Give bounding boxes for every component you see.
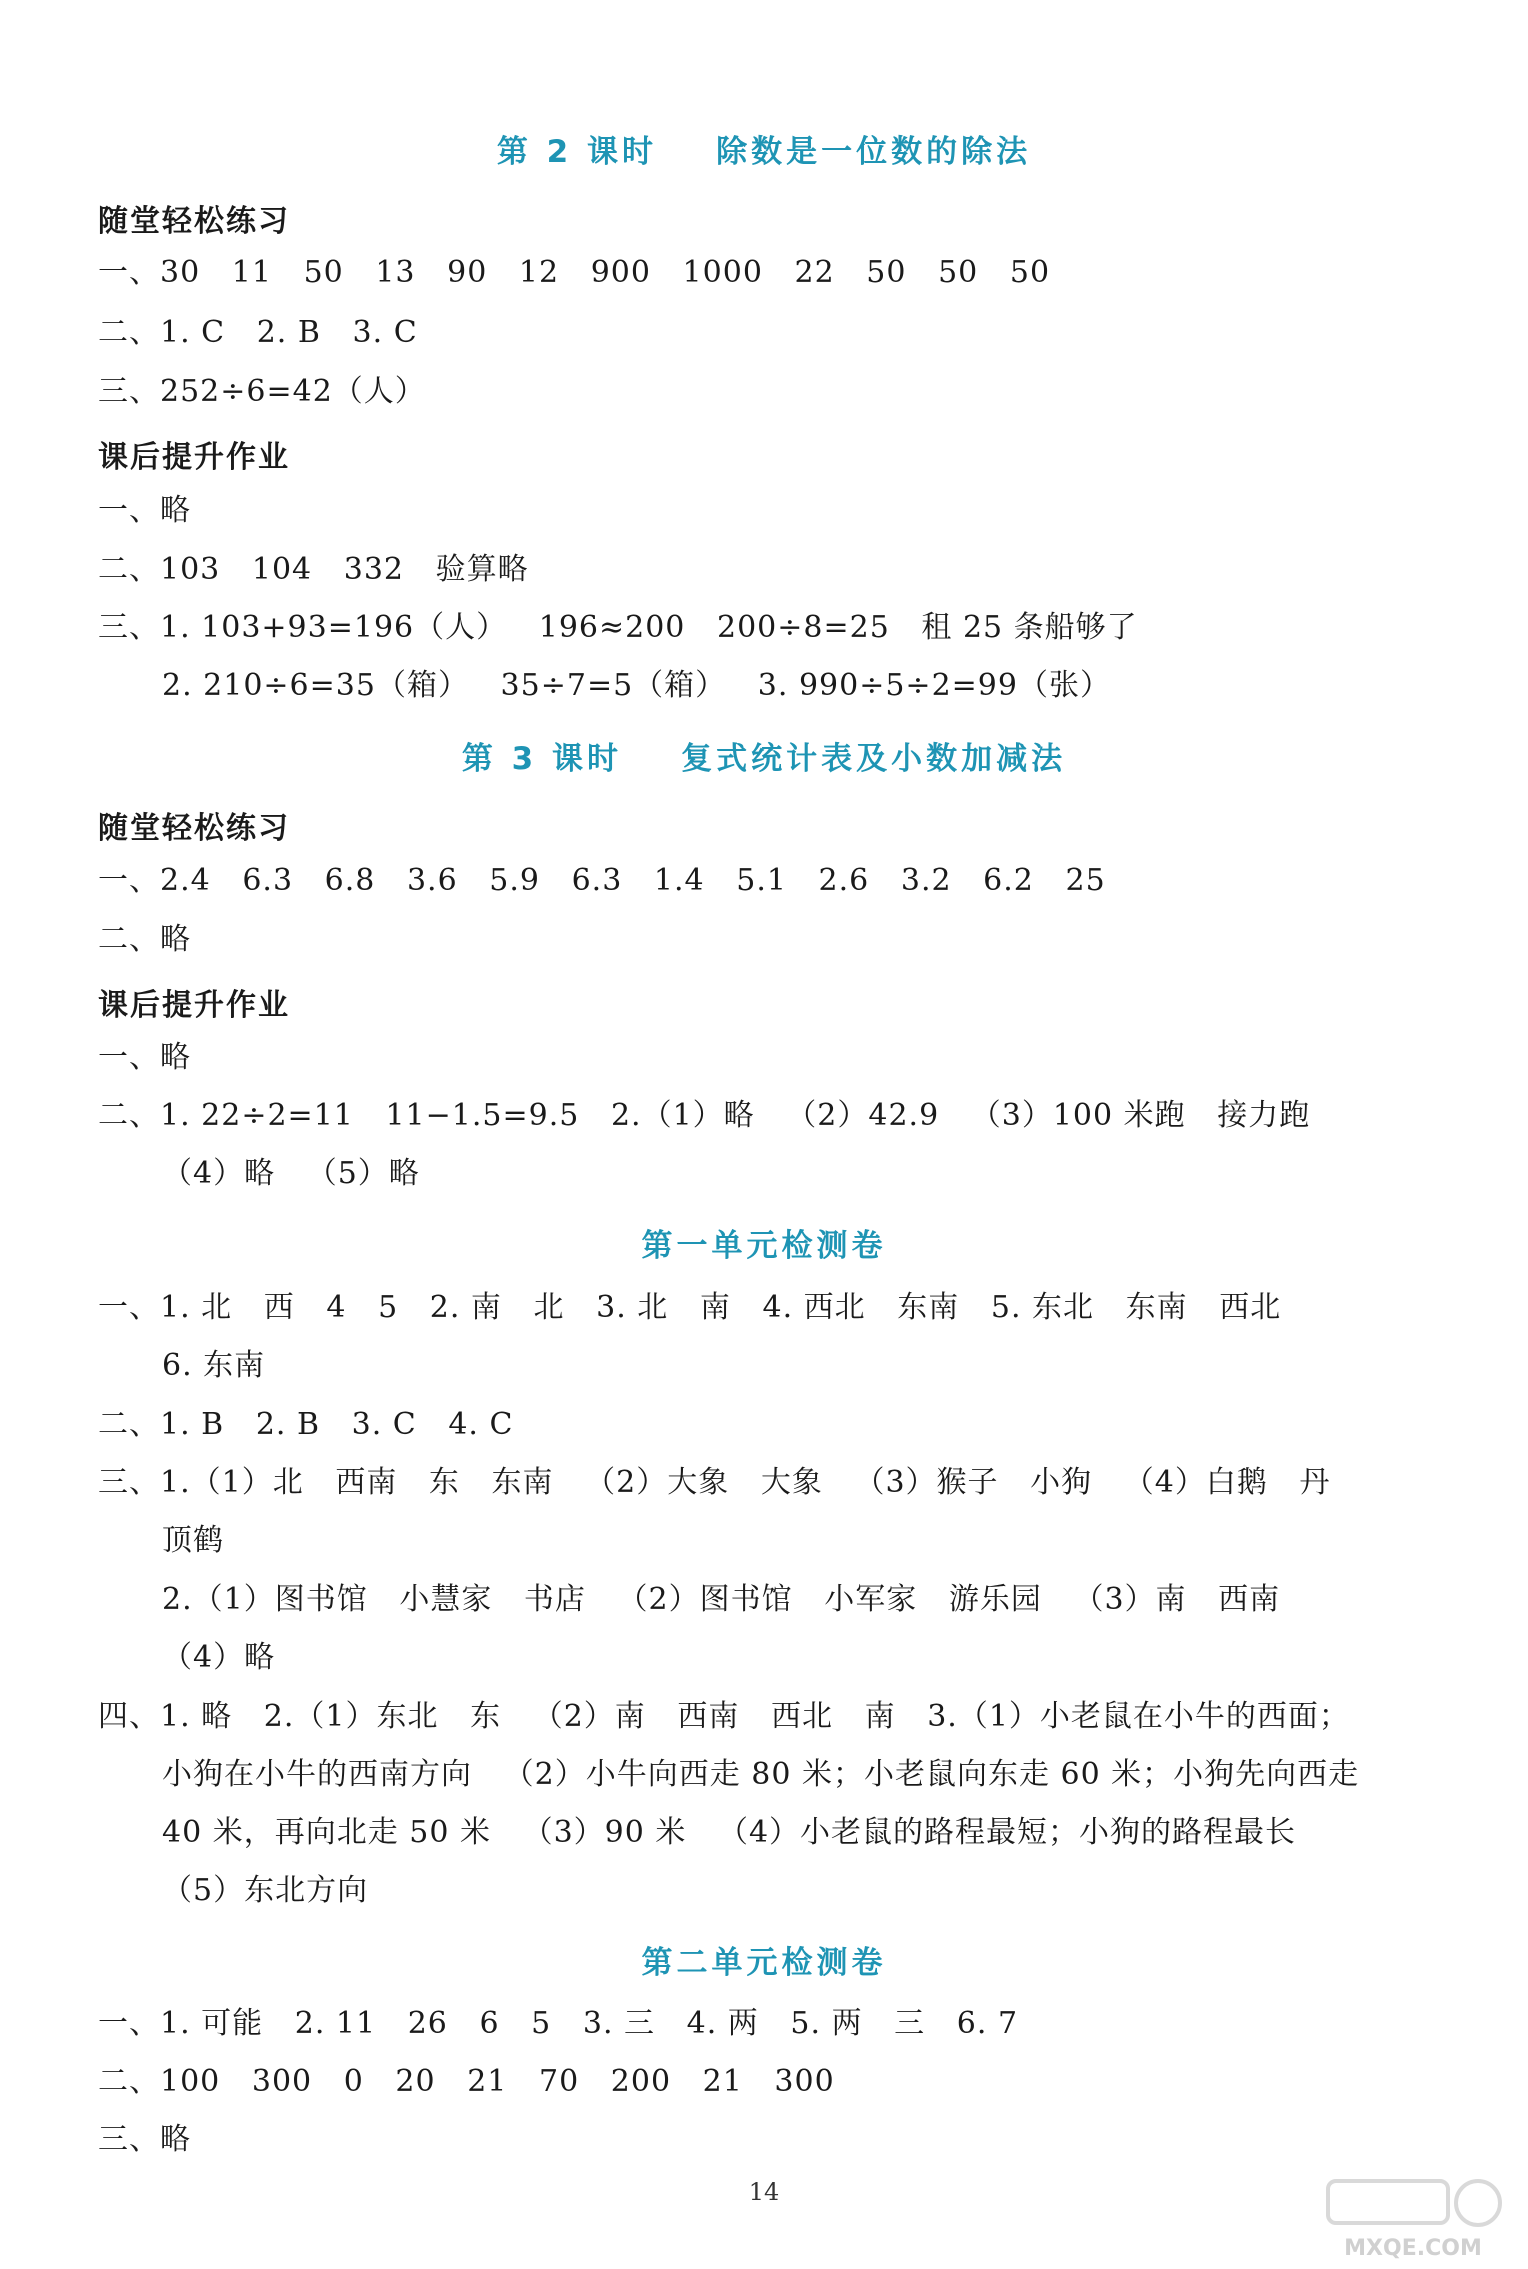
- unit2-q2: 二、100 300 0 20 21 70 200 21 300: [98, 2064, 835, 2099]
- lesson3-homework-title: 课后提升作业: [98, 988, 290, 1023]
- lesson3-homework-line-1: 一、略: [98, 1040, 191, 1075]
- unit1-q1: 一、1. 北 西 4 5 2. 南 北 3. 北 南 4. 西北 东南 5. 东北 东南 西北: [98, 1290, 1282, 1325]
- lesson3-homework-line-2: 二、1. 22÷2=11 11−1.5=9.5 2.（1）略 （2）42.9 （3）100 米跑 接力跑: [98, 1098, 1311, 1133]
- svg-text:MXQE.COM: MXQE.COM: [1344, 2236, 1482, 2261]
- lesson2-practice-title: 随堂轻松练习: [98, 204, 290, 239]
- unit2-q3: 三、略: [98, 2122, 191, 2157]
- lesson2-heading: 第 2 课时 除数是一位数的除法: [496, 134, 1032, 170]
- unit1-q3-cont-3: （4）略: [162, 1640, 276, 1675]
- lesson3-heading: 第 3 课时 复式统计表及小数加减法: [461, 741, 1067, 777]
- unit1-q4-cont-3: （5）东北方向: [162, 1873, 369, 1908]
- unit1-q4-cont-1: 小狗在小牛的西南方向 （2）小牛向西走 80 米；小老鼠向东走 60 米；小狗先向西走: [162, 1757, 1360, 1792]
- unit1-q4: 四、1. 略 2.（1）东北 东 （2）南 西南 西北 南 3.（1）小老鼠在小牛的西面；: [98, 1699, 1350, 1734]
- unit1-heading: 第一单元检测卷: [641, 1228, 887, 1264]
- unit2-q1: 一、1. 可能 2. 11 26 6 5 3. 三 4. 两 5. 两 三 6. 7: [98, 2006, 1019, 2041]
- watermark-icon: [1308, 2173, 1518, 2263]
- unit1-q3-cont-2: 2.（1）图书馆 小慧家 书店 （2）图书馆 小军家 游乐园 （3）南 西南: [162, 1582, 1281, 1617]
- unit1-q1-cont: 6. 东南: [162, 1348, 266, 1383]
- lesson3-practice-line-2: 二、略: [98, 922, 191, 957]
- watermark-logo: [1308, 2173, 1518, 2263]
- page-number: 14: [748, 2178, 780, 2206]
- lesson3-homework-line-3: （4）略 （5）略: [162, 1156, 420, 1191]
- lesson2-homework-line-3: 三、1. 103+93=196（人） 196≈200 200÷8=25 租 25 条船够了: [98, 610, 1138, 645]
- lesson2-homework-line-2: 二、103 104 332 验算略: [98, 552, 529, 587]
- lesson2-homework-line-1: 一、略: [98, 493, 191, 528]
- unit1-q2: 二、1. B 2. B 3. C 4. C: [98, 1407, 514, 1442]
- unit1-q3-cont-1: 顶鹤: [162, 1523, 224, 1558]
- lesson2-homework-line-4: 2. 210÷6=35（箱） 35÷7=5（箱） 3. 990÷5÷2=99（张）: [162, 668, 1111, 703]
- unit1-q4-cont-2: 40 米，再向北走 50 米 （3）90 米 （4）小老鼠的路程最短；小狗的路程最长: [162, 1815, 1297, 1850]
- lesson3-practice-title: 随堂轻松练习: [98, 811, 290, 846]
- lesson2-homework-title: 课后提升作业: [98, 440, 290, 475]
- unit1-q3: 三、1.（1）北 西南 东 东南 （2）大象 大象 （3）猴子 小狗 （4）白鹅 丹: [98, 1465, 1331, 1500]
- lesson2-practice-line-1: 一、30 11 50 13 90 12 900 1000 22 50 50 50: [98, 255, 1051, 290]
- lesson3-practice-line-1: 一、2.4 6.3 6.8 3.6 5.9 6.3 1.4 5.1 2.6 3.2 6.2 25: [98, 863, 1106, 898]
- unit2-heading: 第二单元检测卷: [641, 1945, 887, 1981]
- lesson2-practice-line-2: 二、1. C 2. B 3. C: [98, 315, 418, 350]
- lesson2-practice-line-3: 三、252÷6=42（人）: [98, 374, 426, 409]
